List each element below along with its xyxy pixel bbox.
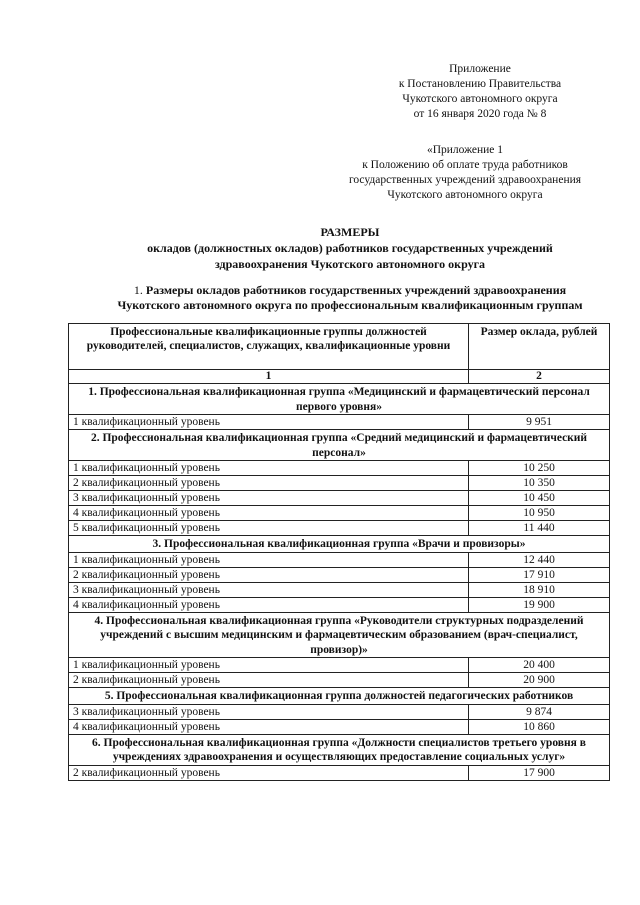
- appendix1-line-1: «Приложение 1: [426, 144, 504, 156]
- table-row: [69, 704, 610, 719]
- qualification-level: 1 квалификационный уровень: [69, 415, 469, 430]
- salary-value: 17 900: [469, 765, 610, 780]
- title-line-2: окладов (должностных окладов) работников государственных учреждений: [147, 241, 553, 255]
- table-row: [69, 567, 610, 582]
- qualification-level: 4 квалификационный уровень: [69, 719, 469, 734]
- group-row: [69, 612, 610, 658]
- qualification-level: 1 квалификационный уровень: [69, 552, 469, 567]
- salary-value: 19 900: [469, 597, 610, 612]
- salary-value: 20 900: [469, 673, 610, 688]
- group-title: 3. Профессиональная квалификационная группа «Врачи и провизоры»: [69, 536, 610, 553]
- qualification-level: 1 квалификационный уровень: [69, 658, 469, 673]
- table-row: [69, 673, 610, 688]
- col1-number: 1: [69, 370, 469, 384]
- section-line-2: Чукотского автономного округа по профессиональным квалификационным группам: [117, 298, 583, 312]
- group-row: [69, 688, 610, 705]
- qualification-level: 2 квалификационный уровень: [69, 673, 469, 688]
- qualification-level: 5 квалификационный уровень: [69, 521, 469, 536]
- table-row: [69, 765, 610, 780]
- table-row: [69, 506, 610, 521]
- salary-value: 10 350: [469, 476, 610, 491]
- salary-value: 10 450: [469, 491, 610, 506]
- table-row: [69, 582, 610, 597]
- table-row: [69, 415, 610, 430]
- salary-value: 11 440: [469, 521, 610, 536]
- qualification-level: 4 квалификационный уровень: [69, 506, 469, 521]
- table-row: [69, 552, 610, 567]
- qualification-level: 3 квалификационный уровень: [69, 491, 469, 506]
- group-title: 4. Профессиональная квалификационная группа «Руководители структурных подразделений учреждений с высшим медицинским и фармацевтическим образованием (врач-специалист, провизор)»: [69, 612, 610, 658]
- appendix-line-1: Приложение: [449, 63, 511, 75]
- group-row: [69, 430, 610, 461]
- table-row: [69, 491, 610, 506]
- group-row: [69, 734, 610, 765]
- column-number-row: [69, 370, 610, 384]
- salary-value: 10 860: [469, 719, 610, 734]
- section-number: 1.: [133, 283, 143, 297]
- section-heading: [60, 283, 640, 313]
- group-row: [69, 384, 610, 415]
- salary-table: [68, 323, 610, 781]
- appendix-line-4: от 16 января 2020 года № 8: [413, 108, 547, 120]
- appendix-header: [345, 62, 615, 122]
- salary-value: 17 910: [469, 567, 610, 582]
- appendix-line-2: к Постановлению Правительства: [398, 78, 562, 90]
- col2-header: Размер оклада, рублей: [469, 324, 610, 370]
- salary-value: 10 250: [469, 461, 610, 476]
- appendix1-header: [320, 143, 610, 203]
- document-title: [60, 224, 640, 272]
- group-title: 2. Профессиональная квалификационная группа «Средний медицинский и фармацевтический персонал»: [69, 430, 610, 461]
- table-row: [69, 719, 610, 734]
- salary-value: 20 400: [469, 658, 610, 673]
- appendix1-line-4: Чукотского автономного округа: [387, 189, 543, 201]
- qualification-level: 2 квалификационный уровень: [69, 765, 469, 780]
- title-line-1: РАЗМЕРЫ: [320, 225, 380, 239]
- qualification-level: 3 квалификационный уровень: [69, 582, 469, 597]
- title-line-3: здравоохранения Чукотского автономного округа: [214, 257, 486, 271]
- table-row: [69, 476, 610, 491]
- table-row: [69, 461, 610, 476]
- salary-value: 9 951: [469, 415, 610, 430]
- salary-value: 18 910: [469, 582, 610, 597]
- table-row: [69, 521, 610, 536]
- qualification-level: 4 квалификационный уровень: [69, 597, 469, 612]
- col1-header: Профессиональные квалификационные группы должностей руководителей, специалистов, служащих, квалификационные уровни: [69, 324, 469, 370]
- group-title: 6. Профессиональная квалификационная группа «Должности специалистов третьего уровня в учреждениях здравоохранения и осуществляющих предоставление социальных услуг»: [69, 734, 610, 765]
- qualification-level: 1 квалификационный уровень: [69, 461, 469, 476]
- salary-value: 12 440: [469, 552, 610, 567]
- table-row: [69, 658, 610, 673]
- qualification-level: 3 квалификационный уровень: [69, 704, 469, 719]
- group-title: 5. Профессиональная квалификационная группа должностей педагогических работников: [69, 688, 610, 705]
- salary-value: 9 874: [469, 704, 610, 719]
- section-line-1: Размеры окладов работников государственных учреждений здравоохранения: [142, 283, 567, 297]
- qualification-level: 2 квалификационный уровень: [69, 567, 469, 582]
- group-row: [69, 536, 610, 553]
- appendix-line-3: Чукотского автономного округа: [402, 93, 558, 105]
- qualification-level: 2 квалификационный уровень: [69, 476, 469, 491]
- group-title: 1. Профессиональная квалификационная группа «Медицинский и фармацевтический персонал первого уровня»: [69, 384, 610, 415]
- table-header-row: [69, 324, 610, 370]
- table-row: [69, 597, 610, 612]
- col2-number: 2: [469, 370, 610, 384]
- appendix1-line-2: к Положению об оплате труда работников: [362, 159, 568, 171]
- appendix1-line-3: государственных учреждений здравоохранения: [348, 174, 582, 186]
- salary-value: 10 950: [469, 506, 610, 521]
